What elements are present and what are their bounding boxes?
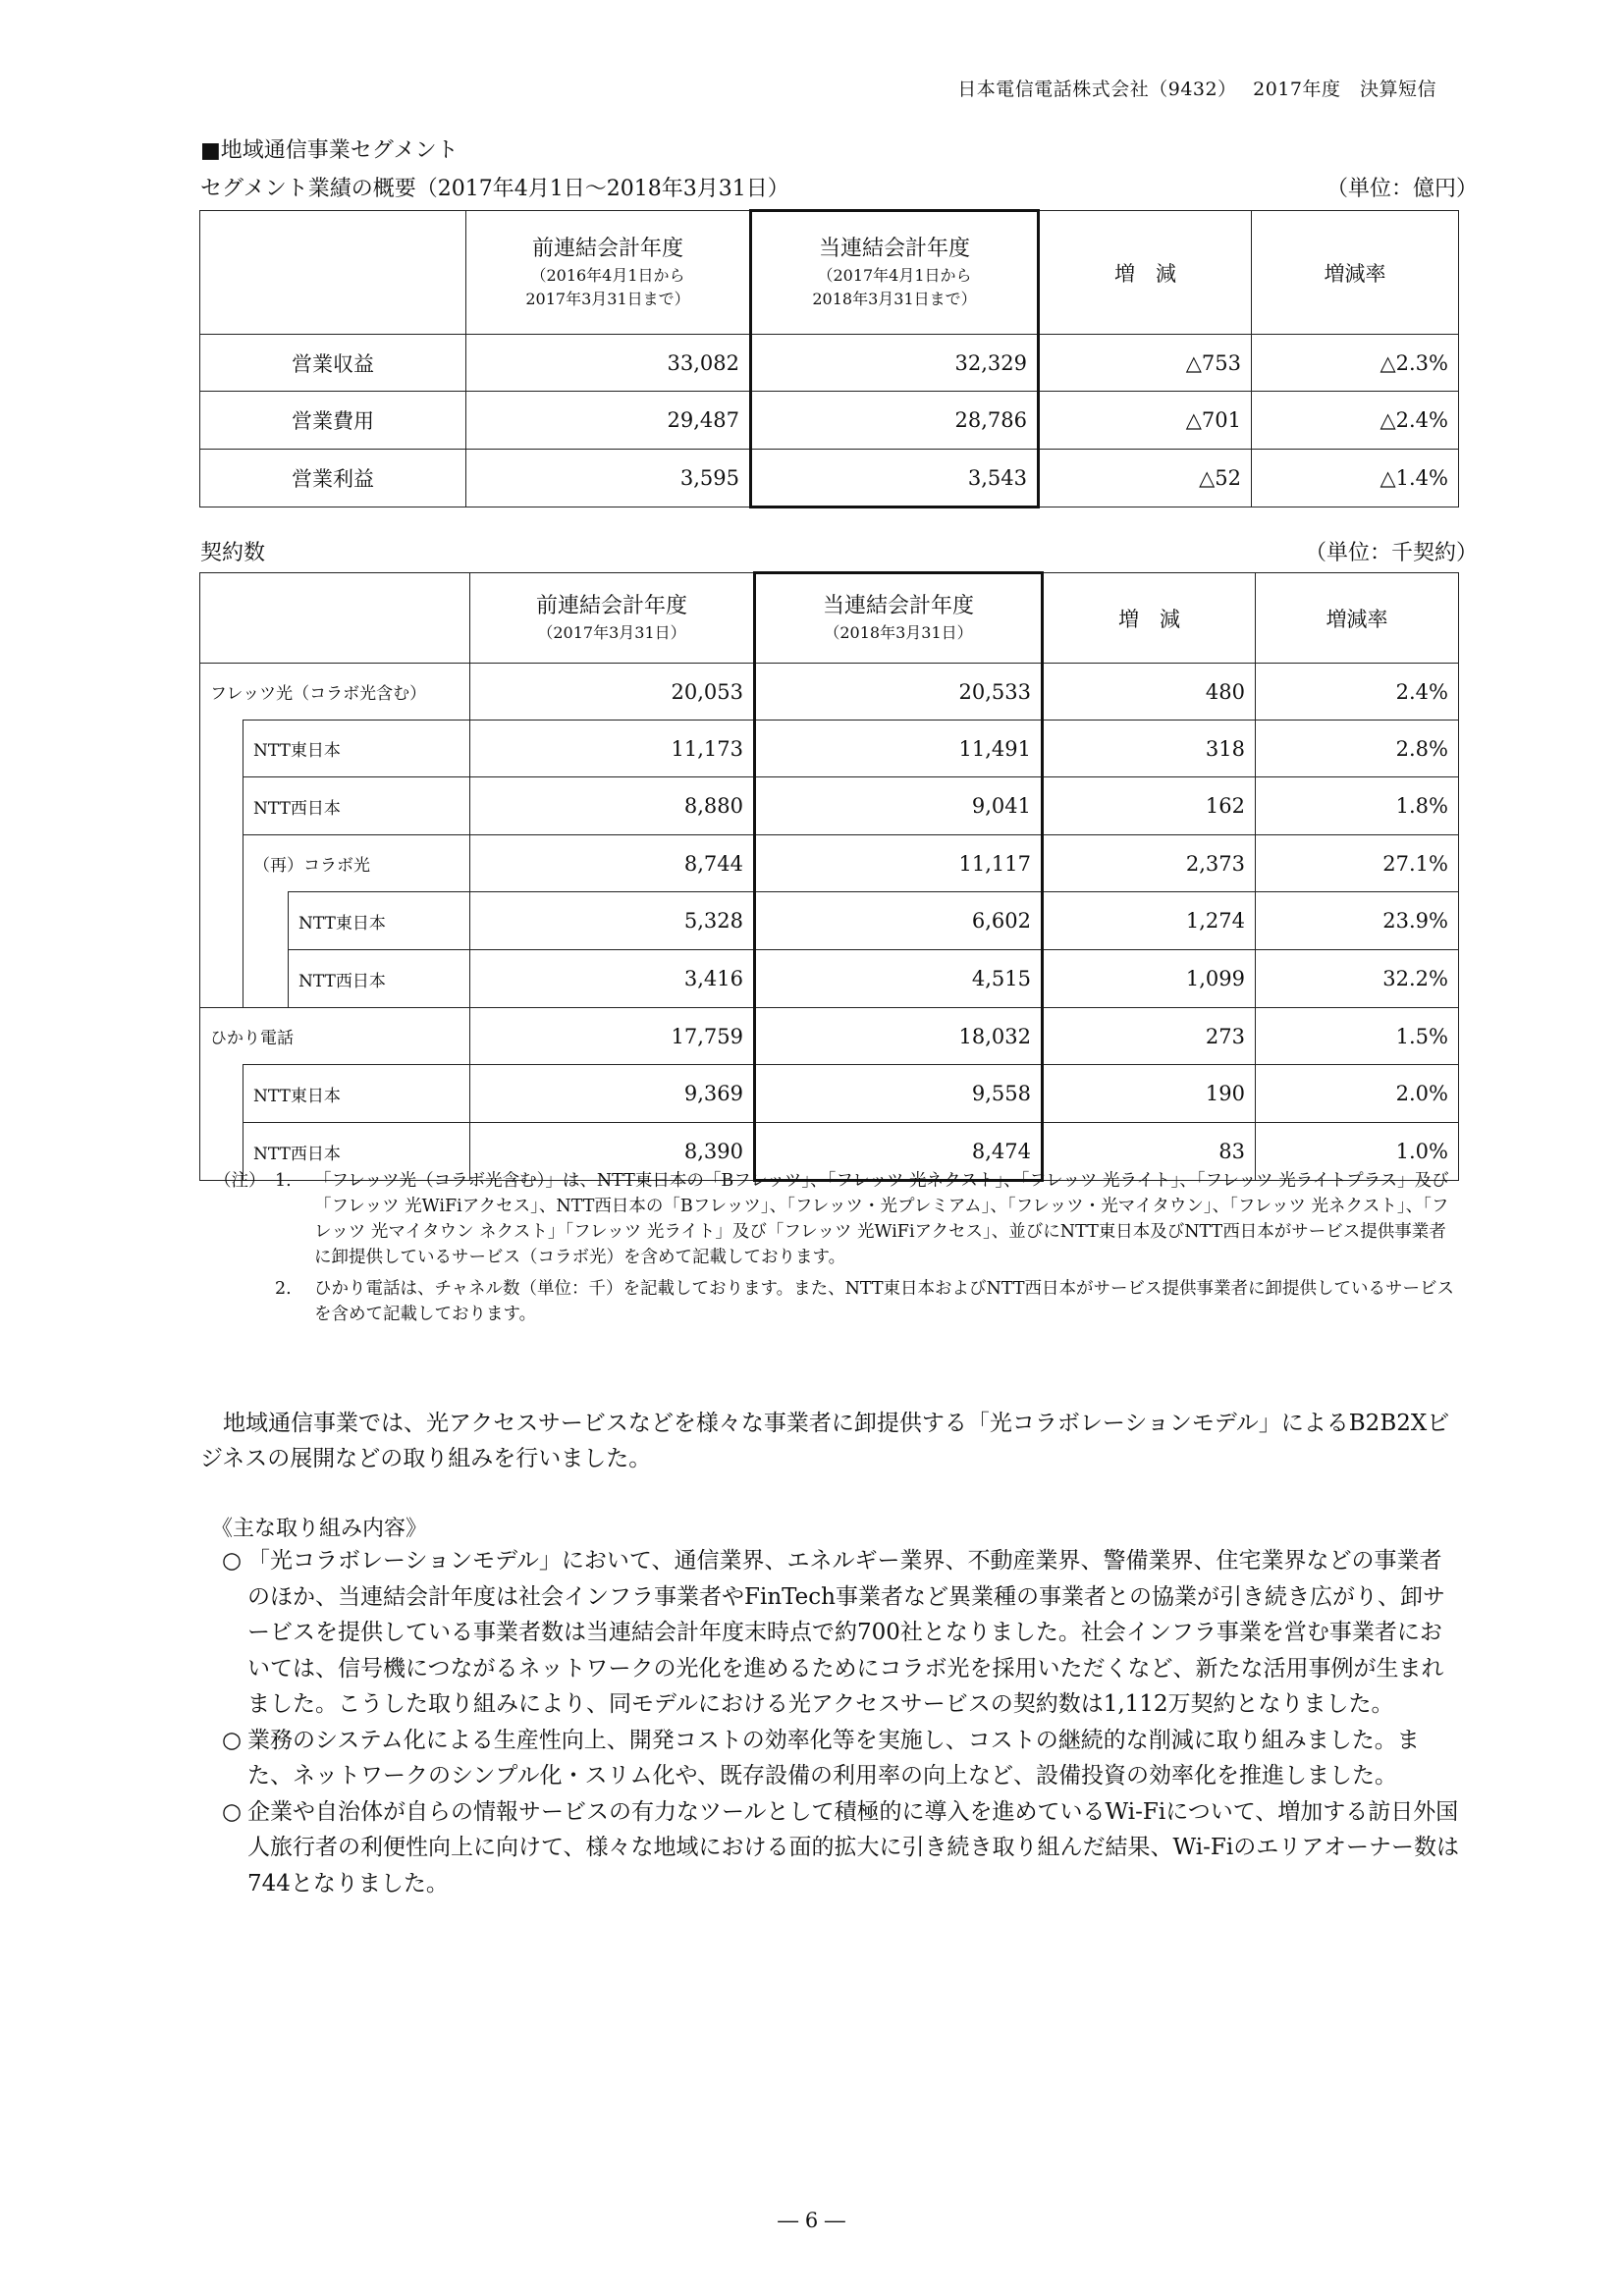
page-number: ― 6 ―: [778, 2209, 845, 2232]
rate-value: △2.3%: [1252, 335, 1459, 392]
change-value: △701: [1039, 392, 1252, 450]
table-header-row: [200, 573, 1459, 664]
initiatives-list: [222, 1543, 1463, 1901]
table-row: [200, 835, 1459, 892]
table-row: [200, 721, 1459, 777]
cur-value: 9,558: [755, 1065, 1043, 1123]
note-text: 「フレッツ光（コラボ光含む）」は、NTT東日本の「Bフレッツ」、「フレッツ 光ネクスト」、「フレッツ 光ライト」、「フレッツ 光ライトプラス」及び「フレッツ 光WiFiアクセス」、NTT西日本の「Bフレッツ」、「フレッツ・光プレミアム」、「フレッツ・光マイタウン」、「フレッツ 光ネクスト」、「フレッツ 光マイタウン ネクスト」「フレッツ 光ライト」及び「フレッツ 光WiFiアクセス」、並びにNTT東日本及びNTT西日本がサービス提供事業者に卸提供しているサービス（コラボ光）を含めて記載しております。: [314, 1171, 1449, 1267]
cur-value: 8,474: [755, 1123, 1043, 1181]
table-notes: [214, 1168, 1461, 1327]
table-row: [200, 1065, 1459, 1123]
header-prev-label: 前連結会計年度: [535, 593, 687, 618]
list-item-text: 業務のシステム化による生産性向上、開発コストの効率化等を実施し、コストの継続的な削減に取り組みました。また、ネットワークのシンプル化・スリム化や、既存設備の利用率の向上など、設備投資の効率化を推進しました。: [247, 1727, 1420, 1789]
rate-value: 32.2%: [1256, 950, 1459, 1008]
prev-value: 9,369: [470, 1065, 755, 1123]
cur-value: 32,329: [751, 335, 1039, 392]
note-item: [214, 1276, 1461, 1327]
contracts-unit: （単位：千契約）: [1304, 541, 1478, 565]
cur-value: 20,533: [755, 664, 1043, 721]
cur-value: 28,786: [751, 392, 1039, 450]
header-cur-period-end: 2018年3月31日まで）: [812, 290, 977, 308]
cur-value: 3,543: [751, 450, 1039, 507]
indent-cell: [200, 1065, 243, 1123]
prev-value: 20,053: [470, 664, 755, 721]
header-cur-label: 当連結会計年度: [818, 237, 970, 261]
prev-value: 17,759: [470, 1008, 755, 1065]
prev-value: 3,595: [466, 450, 751, 507]
cur-value: 18,032: [755, 1008, 1043, 1065]
change-value: △52: [1039, 450, 1252, 507]
document-header: 日本電信電話株式会社（9432） 2017年度 決算短信: [957, 79, 1436, 100]
table-row: [200, 392, 1459, 450]
header-cur-period-start: （2017年4月1日から: [817, 266, 972, 285]
table-header-row: [200, 211, 1459, 335]
table-row: [200, 450, 1459, 507]
header-prev-period-end: 2017年3月31日まで）: [525, 289, 690, 308]
row-label: NTT東日本: [243, 1065, 470, 1123]
intro-paragraph: 地域通信事業では、光アクセスサービスなどを様々な事業者に卸提供する「光コラボレーションモデル」によるB2B2Xビジネスの展開などの取り組みを行いました。: [200, 1411, 1450, 1471]
rate-value: 27.1%: [1256, 835, 1459, 892]
change-value: △753: [1039, 335, 1252, 392]
table-row: [200, 950, 1459, 1008]
header-prev-year: [470, 573, 755, 664]
change-value: 1,274: [1043, 892, 1256, 950]
prev-value: 3,416: [470, 950, 755, 1008]
row-label: フレッツ光（コラボ光含む）: [200, 664, 470, 721]
indent-cell: [200, 950, 243, 1008]
table-row: [200, 335, 1459, 392]
indent-cell: [243, 892, 289, 950]
rate-value: 1.0%: [1256, 1123, 1459, 1181]
prev-value: 8,390: [470, 1123, 755, 1181]
header-rate: 増減率: [1256, 573, 1459, 664]
cur-value: 11,491: [755, 721, 1043, 777]
row-label: （再）コラボ光: [243, 835, 470, 892]
indent-cell: [200, 721, 243, 777]
bullet-circle-icon: ○: [222, 1798, 243, 1825]
list-item: [222, 1794, 1463, 1902]
prev-value: 8,880: [470, 777, 755, 835]
header-cur-year: [751, 211, 1039, 335]
header-blank-cell: [200, 211, 466, 335]
rate-value: 1.5%: [1256, 1008, 1459, 1065]
note-prefix: （注）: [214, 1171, 266, 1191]
change-value: 480: [1043, 664, 1256, 721]
change-value: 2,373: [1043, 835, 1256, 892]
prev-value: 8,744: [470, 835, 755, 892]
list-item-text: 企業や自治体が自らの情報サービスの有力なツールとして積極的に導入を進めているWi-Fiについて、増加する訪日外国人旅行者の利便性向上に向けて、様々な地域における面的拡大に引き続き取り組んだ結果、Wi-Fiのエリアオーナー数は744となりました。: [247, 1798, 1459, 1896]
row-label: NTT西日本: [243, 1123, 470, 1181]
cur-value: 9,041: [755, 777, 1043, 835]
header-change: 増 減: [1043, 573, 1256, 664]
cur-value: 6,602: [755, 892, 1043, 950]
summary-unit: （単位：億円）: [1325, 177, 1478, 201]
change-value: 190: [1043, 1065, 1256, 1123]
note-number: 1.: [275, 1171, 292, 1191]
prev-value: 33,082: [466, 335, 751, 392]
bullet-circle-icon: ○: [222, 1727, 243, 1753]
row-label: ひかり電話: [200, 1008, 470, 1065]
row-label: NTT東日本: [243, 721, 470, 777]
section-title: ■地域通信事業セグメント: [200, 138, 459, 163]
indent-cell: [200, 892, 243, 950]
table-row: [200, 892, 1459, 950]
header-cur-label: 当連結会計年度: [822, 594, 974, 618]
header-prev-date: （2017年3月31日）: [537, 622, 686, 642]
change-value: 83: [1043, 1123, 1256, 1181]
list-item-text: 「光コラボレーションモデル」において、通信業界、エネルギー業界、不動産業界、警備業界、住宅業界などの事業者のほか、当連結会計年度は社会インフラ事業者やFinTech事業者など異業種の事業者との協業が引き続き広がり、卸サービスを提供している事業者数は当連結会計年度末時点で約700社となりました。社会インフラ事業を営む事業者においては、信号機につながるネットワークの光化を進めるためにコラボ光を採用いただくなど、新たな活用事例が生まれました。こうした取り組みにより、同モデルにおける光アクセスサービスの契約数は1,112万契約となりました。: [247, 1548, 1445, 1717]
table-row: [200, 1008, 1459, 1065]
prev-value: 11,173: [470, 721, 755, 777]
prev-value: 5,328: [470, 892, 755, 950]
prev-value: 29,487: [466, 392, 751, 450]
rate-value: 2.0%: [1256, 1065, 1459, 1123]
change-value: 162: [1043, 777, 1256, 835]
header-change: 増 減: [1039, 211, 1252, 335]
header-prev-period-start: （2016年4月1日から: [530, 265, 685, 285]
contracts-table: [199, 571, 1459, 1182]
cur-value: 4,515: [755, 950, 1043, 1008]
table-row: [200, 777, 1459, 835]
indent-cell: [200, 835, 243, 892]
row-label: 営業収益: [200, 335, 466, 392]
note-item: [214, 1168, 1461, 1270]
header-cur-year: [755, 573, 1043, 664]
initiatives-heading: 《主な取り組み内容》: [211, 1517, 428, 1541]
cur-value: 11,117: [755, 835, 1043, 892]
summary-caption: セグメント業績の概要（2017年4月1日～2018年3月31日）: [200, 177, 789, 201]
list-item: [222, 1543, 1463, 1723]
note-text: ひかり電話は、チャネル数（単位：千）を記載しております。また、NTT東日本およびNTT西日本がサービス提供事業者に卸提供しているサービスを含めて記載しております。: [314, 1279, 1455, 1324]
contracts-caption: 契約数: [200, 541, 266, 565]
rate-value: 2.4%: [1256, 664, 1459, 721]
bullet-circle-icon: ○: [222, 1548, 243, 1574]
row-label: 営業費用: [200, 392, 466, 450]
row-label: 営業利益: [200, 450, 466, 507]
row-label: NTT東日本: [289, 892, 470, 950]
header-prev-label: 前連結会計年度: [531, 236, 683, 261]
indent-cell: [200, 777, 243, 835]
rate-value: △2.4%: [1252, 392, 1459, 450]
header-prev-year: [466, 211, 751, 335]
row-label: NTT西日本: [289, 950, 470, 1008]
table-row: [200, 664, 1459, 721]
change-value: 318: [1043, 721, 1256, 777]
row-label: NTT西日本: [243, 777, 470, 835]
indent-cell: [243, 950, 289, 1008]
header-rate: 増減率: [1252, 211, 1459, 335]
rate-value: △1.4%: [1252, 450, 1459, 507]
note-number: 2.: [275, 1279, 292, 1299]
change-value: 1,099: [1043, 950, 1256, 1008]
list-item: [222, 1723, 1463, 1794]
rate-value: 23.9%: [1256, 892, 1459, 950]
rate-value: 2.8%: [1256, 721, 1459, 777]
header-blank-cell: [200, 573, 470, 664]
rate-value: 1.8%: [1256, 777, 1459, 835]
change-value: 273: [1043, 1008, 1256, 1065]
header-cur-date: （2018年3月31日）: [824, 623, 973, 642]
segment-summary-table: [199, 209, 1459, 508]
